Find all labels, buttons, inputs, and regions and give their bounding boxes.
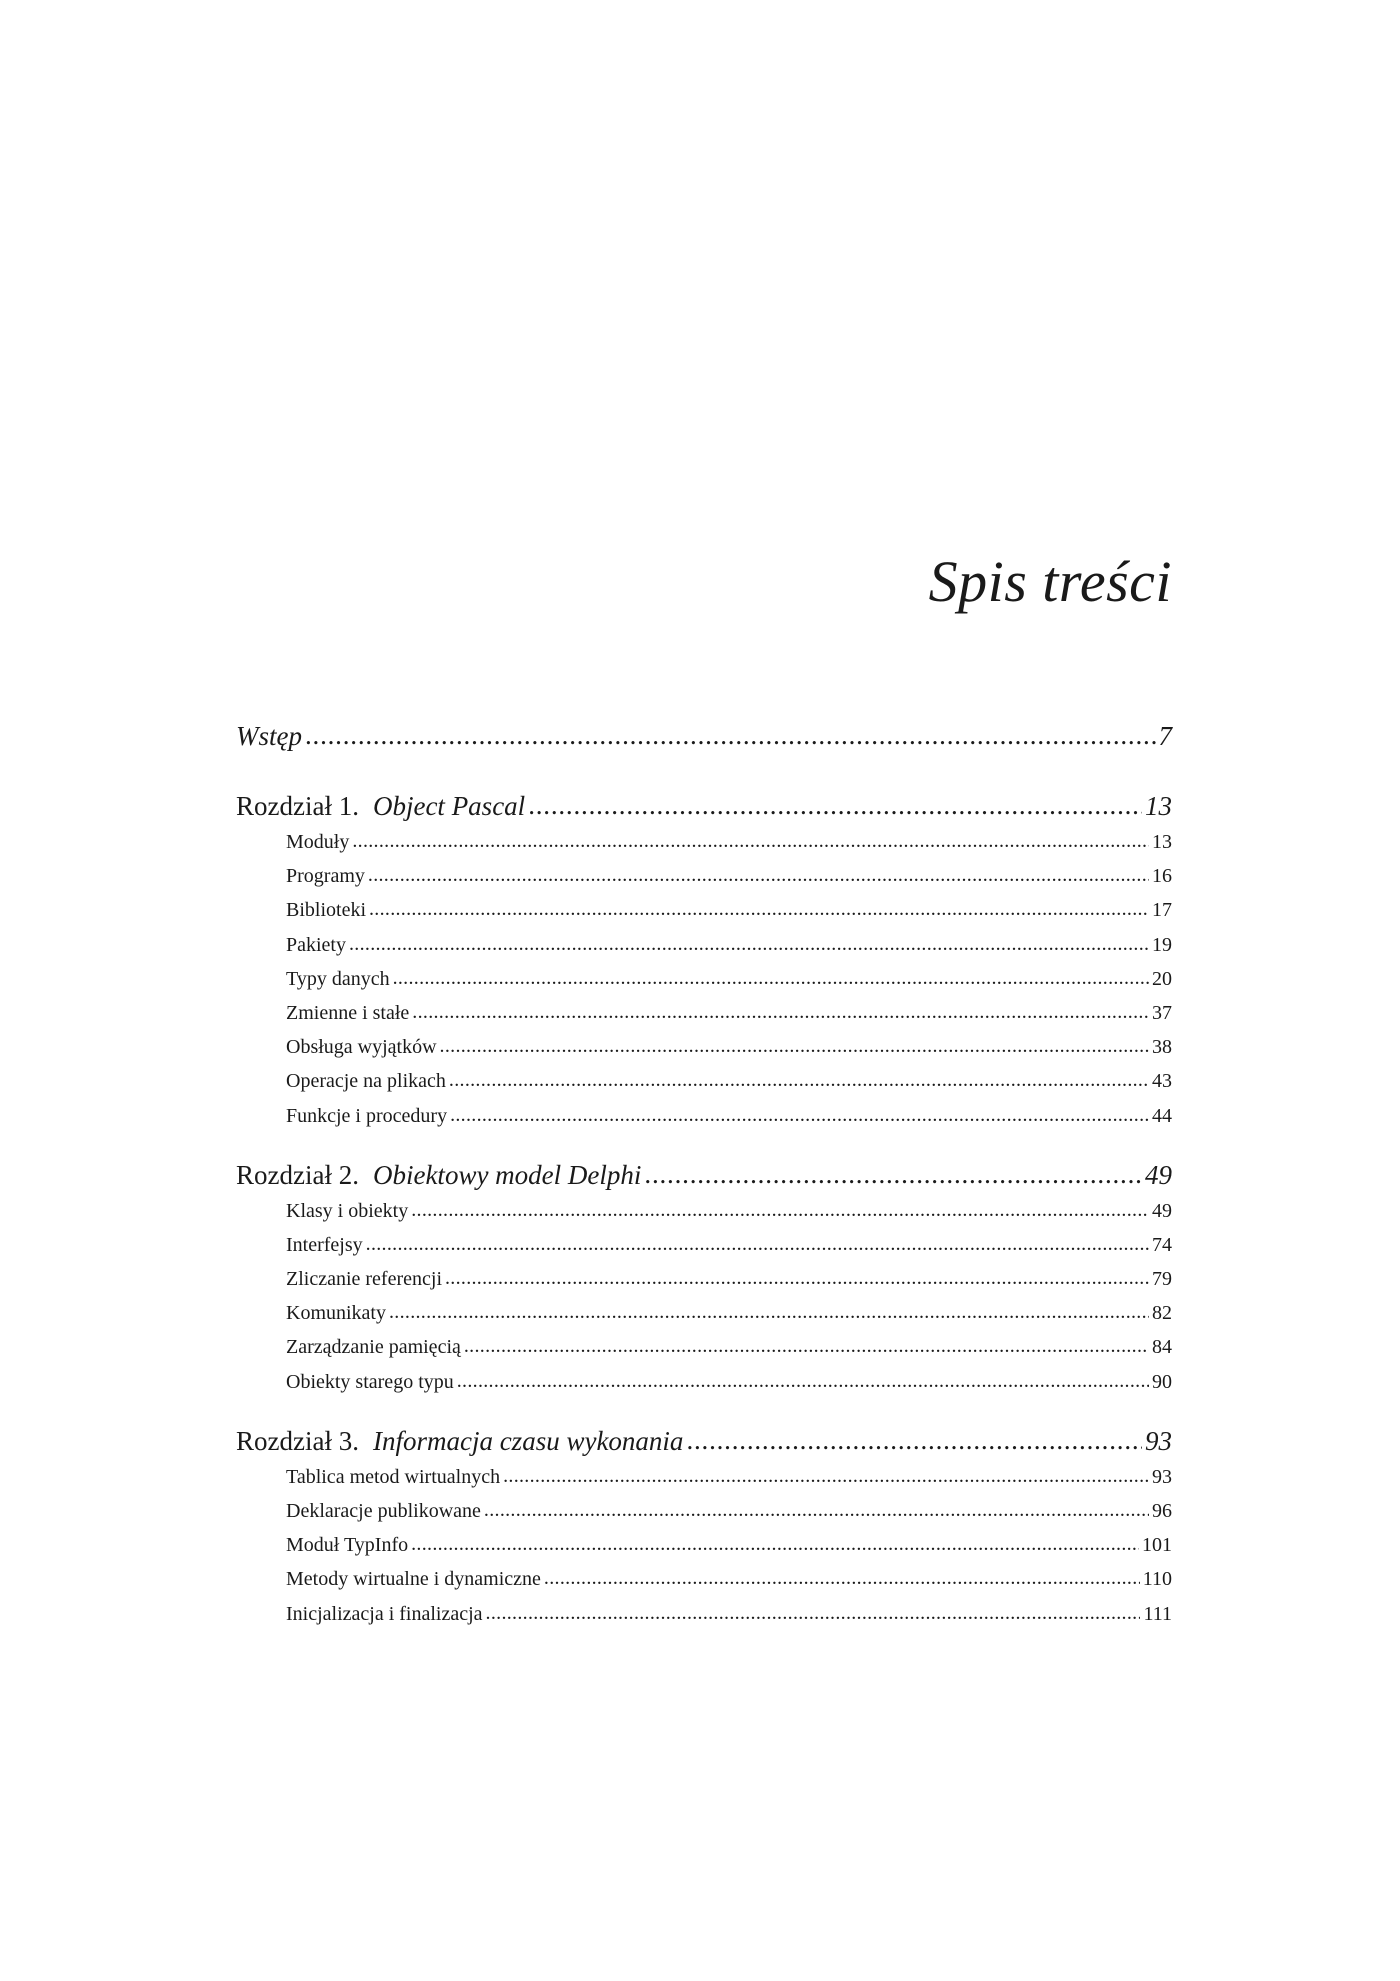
toc-section[interactable] bbox=[236, 1099, 1172, 1133]
toc-chapter-3[interactable] bbox=[236, 1423, 1172, 1460]
section-label: Typy danych bbox=[286, 967, 390, 990]
section-page: 16 bbox=[1152, 865, 1172, 888]
section-label: Operacje na plikach bbox=[286, 1070, 446, 1093]
dot-leader bbox=[368, 858, 1149, 892]
section-page: 110 bbox=[1142, 1568, 1172, 1591]
toc-section[interactable] bbox=[236, 1228, 1172, 1262]
page-title: Spis treści bbox=[928, 549, 1172, 614]
toc-chapter-1[interactable] bbox=[236, 788, 1172, 825]
dot-leader bbox=[411, 1527, 1139, 1561]
dot-leader bbox=[464, 1329, 1149, 1363]
dot-leader bbox=[411, 1193, 1149, 1227]
section-page: 44 bbox=[1152, 1104, 1172, 1127]
dot-leader bbox=[352, 824, 1149, 858]
section-label: Obiekty starego typu bbox=[286, 1370, 454, 1393]
toc-section[interactable] bbox=[236, 928, 1172, 962]
dot-leader bbox=[503, 1459, 1149, 1493]
toc-section[interactable] bbox=[236, 996, 1172, 1030]
chapter-title: Obiektowy model Delphi bbox=[372, 1159, 642, 1190]
toc-section[interactable] bbox=[236, 962, 1172, 996]
toc-section[interactable] bbox=[236, 1262, 1172, 1296]
dot-leader bbox=[450, 1098, 1149, 1132]
toc-section[interactable] bbox=[236, 1365, 1172, 1399]
dot-leader bbox=[457, 1364, 1149, 1398]
toc-section[interactable] bbox=[236, 1296, 1172, 1330]
section-page: 84 bbox=[1152, 1336, 1172, 1359]
section-page: 49 bbox=[1152, 1199, 1172, 1222]
section-page: 20 bbox=[1152, 967, 1172, 990]
chapter-number: Rozdział 2. bbox=[236, 1159, 359, 1190]
chapter-page: 13 bbox=[1145, 791, 1172, 821]
section-label: Komunikaty bbox=[286, 1302, 386, 1325]
section-label: Zliczanie referencji bbox=[286, 1268, 442, 1291]
intro-label: Wstęp bbox=[236, 721, 302, 751]
dot-leader bbox=[544, 1561, 1140, 1595]
section-page: 13 bbox=[1152, 831, 1172, 853]
dot-leader bbox=[393, 961, 1149, 995]
dot-leader bbox=[369, 892, 1149, 926]
dot-leader bbox=[366, 1227, 1149, 1261]
chapter-page: 93 bbox=[1145, 1425, 1172, 1456]
section-label: Zmienne i stałe bbox=[286, 1001, 410, 1024]
toc-section[interactable] bbox=[236, 1460, 1172, 1494]
dot-leader bbox=[528, 787, 1142, 824]
section-label: Pakiety bbox=[286, 933, 346, 956]
section-page: 93 bbox=[1152, 1465, 1172, 1488]
table-of-contents bbox=[236, 718, 1172, 1631]
chapter-list bbox=[236, 788, 1172, 1631]
section-label: Inicjalizacja i finalizacja bbox=[286, 1602, 483, 1625]
chapter-title: Object Pascal bbox=[372, 791, 526, 821]
dot-leader bbox=[686, 1422, 1142, 1459]
chapter-page: 49 bbox=[1145, 1159, 1172, 1190]
section-page: 82 bbox=[1152, 1302, 1172, 1325]
section-page: 37 bbox=[1152, 1001, 1172, 1024]
section-page: 96 bbox=[1152, 1500, 1172, 1522]
toc-section[interactable] bbox=[236, 893, 1172, 927]
chapter-number: Rozdział 1. bbox=[236, 791, 359, 821]
dot-leader bbox=[445, 1261, 1149, 1295]
section-page: 17 bbox=[1152, 899, 1172, 922]
chapter-number: Rozdział 3. bbox=[236, 1425, 359, 1456]
dot-leader bbox=[412, 995, 1149, 1029]
section-page: 79 bbox=[1152, 1268, 1172, 1291]
section-label: Moduły bbox=[286, 831, 350, 853]
section-label: Deklaracje publikowane bbox=[286, 1500, 481, 1522]
section-page: 111 bbox=[1143, 1602, 1172, 1625]
toc-chapter-2[interactable] bbox=[236, 1157, 1172, 1194]
section-label: Biblioteki bbox=[286, 899, 366, 922]
toc-section[interactable] bbox=[236, 1528, 1172, 1562]
section-label: Interfejsy bbox=[286, 1233, 363, 1256]
toc-section[interactable] bbox=[236, 1330, 1172, 1364]
section-label: Tablica metod wirtualnych bbox=[286, 1465, 501, 1488]
section-label: Programy bbox=[286, 865, 365, 888]
toc-section[interactable] bbox=[236, 1030, 1172, 1064]
section-page: 38 bbox=[1152, 1036, 1172, 1059]
section-page: 19 bbox=[1152, 933, 1172, 956]
section-page: 74 bbox=[1152, 1233, 1172, 1256]
section-label: Funkcje i procedury bbox=[286, 1104, 448, 1127]
section-page: 90 bbox=[1152, 1370, 1172, 1393]
toc-section[interactable] bbox=[236, 1194, 1172, 1228]
section-label: Moduł TypInfo bbox=[286, 1534, 409, 1557]
dot-leader bbox=[486, 1596, 1141, 1630]
section-label: Klasy i obiekty bbox=[286, 1199, 409, 1222]
dot-leader bbox=[389, 1295, 1149, 1329]
dot-leader bbox=[449, 1063, 1149, 1097]
intro-page: 7 bbox=[1158, 721, 1172, 751]
section-label: Obsługa wyjątków bbox=[286, 1036, 437, 1059]
toc-section[interactable] bbox=[236, 859, 1172, 893]
dot-leader bbox=[644, 1156, 1142, 1193]
dot-leader bbox=[349, 927, 1149, 961]
dot-leader bbox=[305, 717, 1156, 754]
toc-section[interactable] bbox=[236, 1562, 1172, 1596]
dot-leader bbox=[484, 1493, 1149, 1527]
section-label: Metody wirtualne i dynamiczne bbox=[286, 1568, 541, 1591]
section-label: Zarządzanie pamięcią bbox=[286, 1336, 461, 1359]
section-page: 101 bbox=[1142, 1534, 1172, 1557]
toc-section[interactable] bbox=[236, 1597, 1172, 1631]
toc-entry-intro[interactable] bbox=[236, 718, 1172, 755]
section-page: 43 bbox=[1152, 1070, 1172, 1093]
toc-section[interactable] bbox=[236, 1494, 1172, 1528]
dot-leader bbox=[440, 1029, 1149, 1063]
toc-section[interactable] bbox=[236, 825, 1172, 859]
toc-section[interactable] bbox=[236, 1064, 1172, 1098]
chapter-title: Informacja czasu wykonania bbox=[372, 1425, 684, 1456]
